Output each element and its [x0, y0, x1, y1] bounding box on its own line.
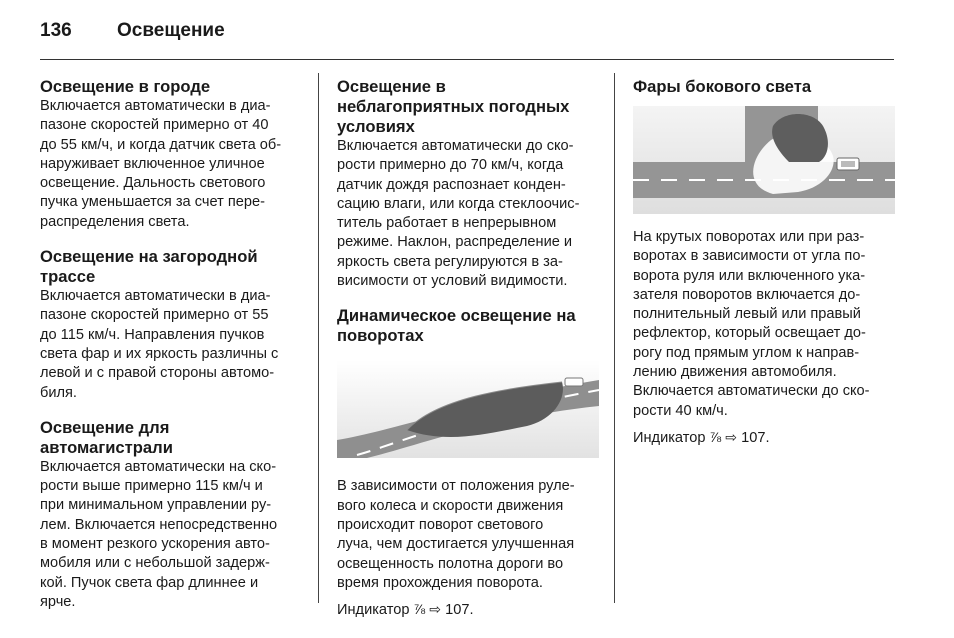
- page-reference-arrow-icon: ⇨: [429, 601, 442, 618]
- side-light-illustration: [633, 106, 895, 214]
- section-highway-lighting: [40, 418, 306, 612]
- section-body: Включается автоматически в диа- пазоне скоростей примерно от 40 до 55 км/ч, и когда датчик света об- наруживает включенное уличное освещение. Дальность светового пучка уменьшается за счет пере- распределения света.: [40, 98, 282, 230]
- header-rule: [40, 59, 894, 60]
- section-country-road-lighting: [40, 247, 306, 403]
- cornering-light-indicator-icon: ⅞: [413, 601, 426, 618]
- indicator-reference: Индикатор ⅞ ⇨ 107.: [633, 428, 770, 446]
- section-heading: Фары бокового света: [633, 77, 812, 96]
- section-heading: Освещение в неблагоприятных погодных условиях: [337, 77, 570, 136]
- section-body: В зависимости от положения руле- вого колеса и скорости движения происходит поворот светового луча, чем достигается улучшенная освещенность полотна дороги во время прохождения поворота.: [337, 478, 575, 591]
- section-heading: Освещение на загородной трассе: [40, 247, 258, 287]
- column-divider-2: [614, 73, 615, 603]
- cornering-light-indicator-icon: ⅞: [709, 428, 722, 445]
- section-body: Включается автоматически в диа- пазоне скоростей примерно от 55 до 115 км/ч. Направления пучков света фар и их яркость различны с левой и с правой стороны автомо- биля.: [40, 288, 279, 401]
- page-title: Освещение: [117, 20, 225, 41]
- column-divider-1: [318, 73, 319, 603]
- section-heading: Освещение в городе: [40, 77, 211, 96]
- column-2: [337, 77, 603, 620]
- page-reference-arrow-icon: ⇨: [725, 428, 738, 445]
- section-dynamic-cornering-light: [337, 306, 603, 620]
- cornering-light-illustration: [337, 360, 599, 458]
- section-body: Включается автоматически на ско- рости выше примерно 115 км/ч и при минимальном управлении ру- лем. Включается непосредственно в момент резкого ускорения авто- мобиля или с небольшой задерж- кой. Пучок света фар длиннее и ярче.: [40, 458, 278, 610]
- section-body: Включается автоматически до ско- рости примерно до 70 км/ч, когда датчик дождя распознает конден- сацию влаги, или когда стеклоочис- титель работает в непрерывном режиме. Наклон, распределение и яркость света регулируются в за- висимости от условий видимости.: [337, 138, 580, 290]
- section-heading: Освещение для автомагистрали: [40, 417, 173, 457]
- section-heading: Динамическое освещение на поворотах: [337, 306, 576, 346]
- column-1: [40, 77, 306, 627]
- section-city-lighting: [40, 77, 306, 232]
- column-3: [633, 77, 895, 448]
- page-number: 136: [40, 20, 72, 41]
- indicator-reference: Индикатор ⅞ ⇨ 107.: [337, 601, 474, 619]
- section-bad-weather-lighting: [337, 77, 603, 291]
- section-body: На крутых поворотах или при раз- воротах в зависимости от угла по- ворота руля или включенного ука- зателя поворотов включается до- полнительный левый или правый рефлектор, который освещает до- рогу под прямым углом к направ- лению движения автомобиля. Включается автоматически до ско- рости 40 км/ч.: [633, 229, 870, 419]
